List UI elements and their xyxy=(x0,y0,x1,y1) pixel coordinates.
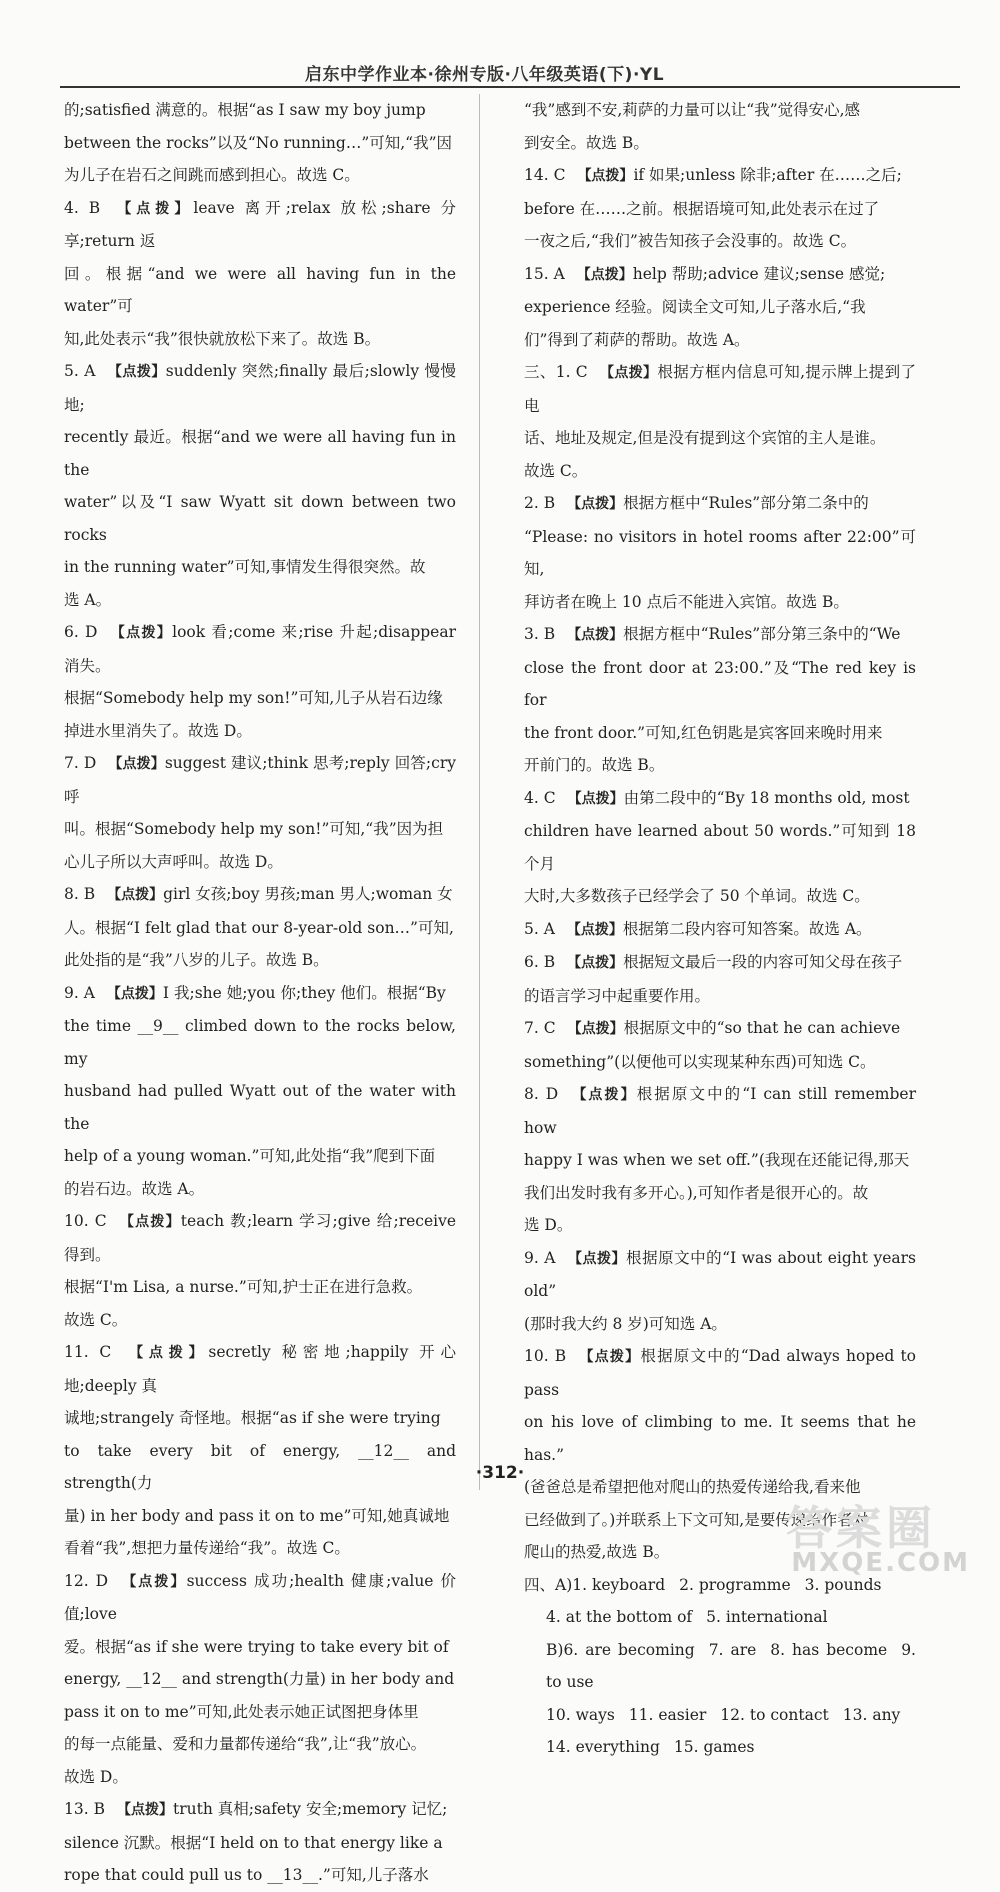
fill-answer: 12. to contact xyxy=(720,1705,829,1724)
text-line: something”(以便他可以实现某种东西)可知选 C。 xyxy=(524,1052,876,1071)
answer-first-line xyxy=(64,1565,456,1631)
answer-number: 3. B xyxy=(524,625,556,643)
fill-answer: 8. has become xyxy=(770,1640,888,1659)
answer-text: secretly 秘密地;happily 开心地;deeply 真 xyxy=(64,1343,457,1395)
text-line: water”以及“I saw Wyatt sit down between two rocks xyxy=(64,493,456,544)
answer-text: 根据第二段内容可知答案。故选 A。 xyxy=(622,919,872,938)
watermark-logo-text: 答案圈 xyxy=(786,1501,936,1555)
answer-text: truth 真相;safety 安全;memory 记忆; xyxy=(172,1800,448,1818)
answer-first-line xyxy=(64,192,456,258)
answer-text: 根据原文中的“I can still remember how xyxy=(524,1085,916,1137)
text-line: 心儿子所以大声呼叫。故选 D。 xyxy=(64,852,283,871)
text-line: 的岩石边。故选 A。 xyxy=(64,1179,205,1198)
answer-first-line xyxy=(64,747,456,813)
text-line: 开前门的。故选 B。 xyxy=(524,756,665,774)
answer-first-line xyxy=(524,1012,916,1046)
answer-text: 根据方框中“Rules”部分第二条中的 xyxy=(623,494,869,512)
answer-first-line xyxy=(524,618,916,652)
answer-text: girl 女孩;boy 男孩;man 男人;woman 女 xyxy=(163,885,453,903)
answer-first-line xyxy=(64,1205,456,1271)
text-line: children have learned about 50 words.”可知到 18 个月 xyxy=(524,822,916,873)
text-line: “我”感到不安,莉萨的力量可以让“我”觉得安心,感 xyxy=(524,101,861,119)
page-header xyxy=(60,56,960,88)
fill-answer: 13. any xyxy=(842,1705,901,1724)
answer-first-line xyxy=(524,487,916,521)
text-line: 根据“I'm Lisa, a nurse.”可知,护士正在进行急救。 xyxy=(64,1278,423,1296)
answer-number: 6. D xyxy=(64,623,98,641)
hint-tag: 【点拨】 xyxy=(567,496,624,512)
text-line: 选 D。 xyxy=(524,1216,573,1234)
answer-number: 10. B xyxy=(524,1347,567,1365)
answer-row xyxy=(524,1634,916,1699)
text-line: 话、地址及规定,但是没有提到这个宾馆的主人是谁。 xyxy=(524,429,886,447)
answer-item xyxy=(524,356,916,487)
text-line: 知,此处表示“我”很快就放松下来了。故选 B。 xyxy=(64,329,381,348)
answer-number: 9. A xyxy=(524,1248,556,1267)
fill-answer: 7. are xyxy=(708,1640,757,1659)
answer-row xyxy=(524,1731,916,1764)
answer-item xyxy=(524,618,916,782)
watermark-logo xyxy=(736,1492,976,1582)
answer-item xyxy=(524,159,916,258)
hint-tag: 【点拨】 xyxy=(577,168,634,184)
answer-item xyxy=(64,616,456,747)
section-four-answers xyxy=(524,1569,916,1764)
hint-tag: 【点拨】 xyxy=(107,887,164,903)
answer-item xyxy=(524,94,916,159)
answer-item xyxy=(524,258,916,357)
answer-item xyxy=(64,1336,456,1565)
left-column xyxy=(64,94,456,1892)
answer-text: 根据原文中的“I was about eight years old” xyxy=(524,1248,916,1300)
answer-text: look 看;come 来;rise 升起;disappear 消失。 xyxy=(64,623,456,675)
answer-item xyxy=(524,946,916,1012)
hint-tag: 【点拨】 xyxy=(106,985,163,1002)
hint-tag: 【点拨】 xyxy=(118,1214,181,1230)
text-line: 到安全。故选 B。 xyxy=(524,133,649,152)
text-line: the time __9__ climbed down to the rocks below, my xyxy=(64,1017,456,1068)
answer-row xyxy=(524,1699,916,1732)
answer-item xyxy=(64,1205,456,1336)
answer-first-line xyxy=(64,1336,456,1402)
text-line: 人。根据“I felt glad that our 8-year-old son…”可知, xyxy=(64,918,454,937)
hint-tag: 【点拨】 xyxy=(566,921,623,938)
answer-number: 15. A xyxy=(524,264,565,283)
answer-text: 由第二段中的“By 18 months old, most xyxy=(623,788,910,807)
hint-tag: 【点拨】 xyxy=(108,756,165,772)
fill-answer: A)1. keyboard xyxy=(555,1575,666,1594)
answer-first-line xyxy=(64,878,456,912)
fill-answer: 4. at the bottom of xyxy=(546,1608,693,1626)
answer-first-line xyxy=(64,977,456,1011)
text-line: 此处指的是“我”八岁的儿子。故选 B。 xyxy=(64,951,329,969)
answer-number: 5. A xyxy=(524,919,555,938)
answer-first-line xyxy=(524,1340,916,1406)
fill-answer: 14. everything xyxy=(546,1738,660,1756)
answer-item xyxy=(64,747,456,878)
text-line: before 在……之前。根据语境可知,此处表示在过了 xyxy=(524,199,880,218)
answer-text: 根据方框内信息可知,提示牌上提到了电 xyxy=(524,363,917,415)
text-line: 掉进水里消失了。故选 D。 xyxy=(64,721,252,740)
answer-number: 11. C xyxy=(64,1343,112,1361)
answer-text: 根据原文中的“Dad always hoped to pass xyxy=(524,1347,917,1399)
text-line: experience 经验。阅读全文可知,儿子落水后,“我 xyxy=(524,298,866,316)
text-line: 们”得到了莉萨的帮助。故选 A。 xyxy=(524,330,750,349)
hint-tag: 【点拨】 xyxy=(576,266,633,283)
text-line: pass it on to me”可知,此处表示她正试图把身体里 xyxy=(64,1702,419,1721)
text-line: 的语言学习中起重要作用。 xyxy=(524,986,711,1005)
answer-number: 9. A xyxy=(64,983,95,1002)
answer-text: suddenly 突然;finally 最后;slowly 慢慢地; xyxy=(64,362,456,414)
answer-item xyxy=(524,1078,916,1242)
fill-answer: 3. pounds xyxy=(804,1575,882,1594)
text-line: between the rocks”以及“No running…”可知,“我”因 xyxy=(64,133,453,152)
answer-text: 根据方框中“Rules”部分第三条中的“We xyxy=(623,625,901,643)
hint-tag: 【点拨】 xyxy=(578,1349,641,1365)
answer-first-line xyxy=(524,258,916,292)
page-number: ·312· xyxy=(475,1463,525,1483)
section-label: 四、 xyxy=(524,1575,556,1594)
answer-number: 12. D xyxy=(64,1571,109,1590)
answer-number: 2. B xyxy=(524,494,556,512)
text-line: 故选 C。 xyxy=(524,461,588,480)
text-line: 回。根据“and we were all having fun in the water”可 xyxy=(64,264,456,315)
answer-item xyxy=(64,192,456,356)
text-line: 为儿子在岩石之间跳而感到担心。故选 C。 xyxy=(64,166,360,184)
text-line: silence 沉默。根据“I held on to that energy like a xyxy=(64,1833,443,1852)
answer-first-line xyxy=(64,355,456,421)
text-line: 已经做到了。)并联系上下文可知,是要传递给作者对 xyxy=(524,1510,869,1529)
fill-answer: 9. to use xyxy=(546,1640,916,1691)
answer-number: 7. D xyxy=(64,754,97,772)
hint-tag: 【点拨】 xyxy=(567,1250,627,1267)
answer-text: leave 离开;relax 放松;share 分享;return 返 xyxy=(64,198,457,250)
text-line: (爸爸总是希望把他对爬山的热爱传递给我,看来他 xyxy=(524,1478,861,1496)
text-line: 大时,大多数孩子已经学会了 50 个单词。故选 C。 xyxy=(524,887,870,905)
text-line: 我们出发时我有多开心。),可知作者是很开心的。故 xyxy=(524,1183,869,1202)
answer-item xyxy=(64,1793,456,1892)
answer-first-line xyxy=(64,616,456,682)
hint-tag: 【点拨】 xyxy=(109,625,173,641)
answer-number: 13. B xyxy=(64,1800,105,1818)
text-line: on his love of climbing to me. It seems that he has.” xyxy=(524,1413,916,1464)
header-title: 启东中学作业本·徐州专版·八年级英语(下)·YL xyxy=(305,65,665,85)
text-line: 一夜之后,“我们”被告知孩子会没事的。故选 C。 xyxy=(524,232,857,250)
text-line: close the front door at 23:00.”及“The red key is for xyxy=(524,658,916,709)
answer-item xyxy=(64,1565,456,1794)
answer-number: 4. C xyxy=(524,788,556,807)
fill-answer: 2. programme xyxy=(679,1575,791,1594)
text-line: 爱。根据“as if she were trying to take every bit of xyxy=(64,1637,449,1656)
answer-item xyxy=(64,878,456,977)
fill-answer: B)6. are becoming xyxy=(546,1640,695,1659)
text-line: 的;satisfied 满意的。根据“as I saw my boy jump xyxy=(64,101,426,119)
answer-first-line xyxy=(524,159,916,193)
column-divider xyxy=(479,94,480,1490)
text-line: 故选 D。 xyxy=(64,1767,128,1786)
hint-tag: 【点拨】 xyxy=(570,1087,637,1103)
answer-text: help 帮助;advice 建议;sense 感觉; xyxy=(632,264,886,283)
answer-number: 三、1. C xyxy=(524,363,588,381)
answer-item xyxy=(64,977,456,1206)
fill-answer: 5. international xyxy=(706,1608,828,1626)
hint-tag: 【点拨】 xyxy=(567,1021,624,1037)
answer-text: teach 教;learn 学习;give 给;receive 得到。 xyxy=(64,1212,457,1264)
answer-number: 5. A xyxy=(64,362,96,380)
text-line: 爬山的热爱,故选 B。 xyxy=(524,1543,670,1561)
hint-tag: 【点拨】 xyxy=(567,790,624,807)
text-line: to take every bit of energy, __12__ and strength(力 xyxy=(64,1441,456,1492)
answer-item xyxy=(524,487,916,618)
fill-answer: 11. easier xyxy=(628,1705,707,1724)
answer-item xyxy=(64,94,456,192)
fill-answer: 10. ways xyxy=(546,1705,615,1724)
text-line: recently 最近。根据“and we were all having fun in the xyxy=(64,428,456,479)
answer-first-line xyxy=(524,782,916,816)
answer-row xyxy=(524,1601,916,1634)
right-items xyxy=(524,94,916,1569)
answer-item xyxy=(524,1012,916,1078)
answer-number: 8. D xyxy=(524,1085,559,1103)
answer-first-line xyxy=(524,356,916,422)
answer-text: I 我;she 她;you 你;they 他们。根据“By xyxy=(162,983,446,1002)
answer-number: 8. B xyxy=(64,885,96,903)
answer-number: 6. B xyxy=(524,953,556,971)
text-line: help of a young woman.”可知,此处指“我”爬到下面 xyxy=(64,1147,436,1165)
text-line: 叫。根据“Somebody help my son!”可知,“我”因为担 xyxy=(64,820,444,838)
text-line: husband had pulled Wyatt out of the water with the xyxy=(64,1082,456,1133)
answer-first-line xyxy=(524,946,916,980)
answer-first-line xyxy=(64,1793,456,1827)
text-line: (那时我大约 8 岁)可知选 A。 xyxy=(524,1314,727,1333)
answer-item xyxy=(524,913,916,947)
hint-tag: 【点拨】 xyxy=(107,364,166,380)
text-line: energy, __12__ and strength(力量) in her body and xyxy=(64,1670,455,1688)
answer-item xyxy=(524,782,916,913)
answer-text: if 如果;unless 除非;after 在……之后; xyxy=(633,166,902,184)
hint-tag: 【点拨】 xyxy=(112,200,194,217)
answer-text: success 成功;health 健康;value 价值;love xyxy=(64,1571,456,1623)
answer-first-line xyxy=(524,913,916,947)
answer-number: 4. B xyxy=(64,198,101,217)
answer-text: suggest 建议;think 思考;reply 回答;cry 呼 xyxy=(64,754,456,806)
text-line: 故选 C。 xyxy=(64,1310,128,1329)
answer-number: 14. C xyxy=(524,166,566,184)
answer-first-line xyxy=(524,1242,916,1308)
text-line: 看着“我”,想把力量传递给“我”。故选 C。 xyxy=(64,1539,350,1557)
text-line: 的每一点能量、爱和力量都传递给“我”,让“我”放心。 xyxy=(64,1735,427,1753)
hint-tag: 【点拨】 xyxy=(120,1573,187,1590)
answer-item xyxy=(524,1242,916,1341)
text-line: 诚地;strangely 奇怪地。根据“as if she were trying xyxy=(64,1409,441,1427)
answer-text: 根据原文中的“so that he can achieve xyxy=(623,1019,901,1037)
fill-answer: 15. games xyxy=(673,1738,755,1756)
text-line: 拜访者在晚上 10 点后不能进入宾馆。故选 B。 xyxy=(524,592,849,611)
watermark-site: MXQE.COM xyxy=(791,1548,970,1578)
answer-number: 7. C xyxy=(524,1019,556,1037)
answer-item xyxy=(64,355,456,616)
text-line: happy I was when we set off.”(我现在还能记得,那天 xyxy=(524,1151,910,1169)
hint-tag: 【点拨】 xyxy=(599,365,658,381)
text-line: 根据“Somebody help my son!”可知,儿子从岩石边缘 xyxy=(64,689,443,707)
text-line: in the running water”可知,事情发生得很突然。故 xyxy=(64,558,426,576)
answer-number: 10. C xyxy=(64,1212,107,1230)
hint-tag: 【点拨】 xyxy=(567,955,624,971)
hint-tag: 【点拨】 xyxy=(567,627,624,643)
answer-first-line xyxy=(524,1078,916,1144)
hint-tag: 【点拨】 xyxy=(116,1802,173,1818)
text-line: 量) in her body and pass it on to me”可知,她真诚地 xyxy=(64,1506,450,1525)
hint-tag: 【点拨】 xyxy=(123,1345,209,1361)
text-line: the front door.”可知,红色钥匙是宾客回来晚时用来 xyxy=(524,723,883,742)
text-line: rope that could pull us to __13__.”可知,儿子落水 xyxy=(64,1866,429,1884)
text-line: “Please: no visitors in hotel rooms after 22:00”可知, xyxy=(524,527,916,578)
answer-text: 根据短文最后一段的内容可知父母在孩子 xyxy=(623,953,903,971)
text-line: 选 A。 xyxy=(64,590,112,609)
